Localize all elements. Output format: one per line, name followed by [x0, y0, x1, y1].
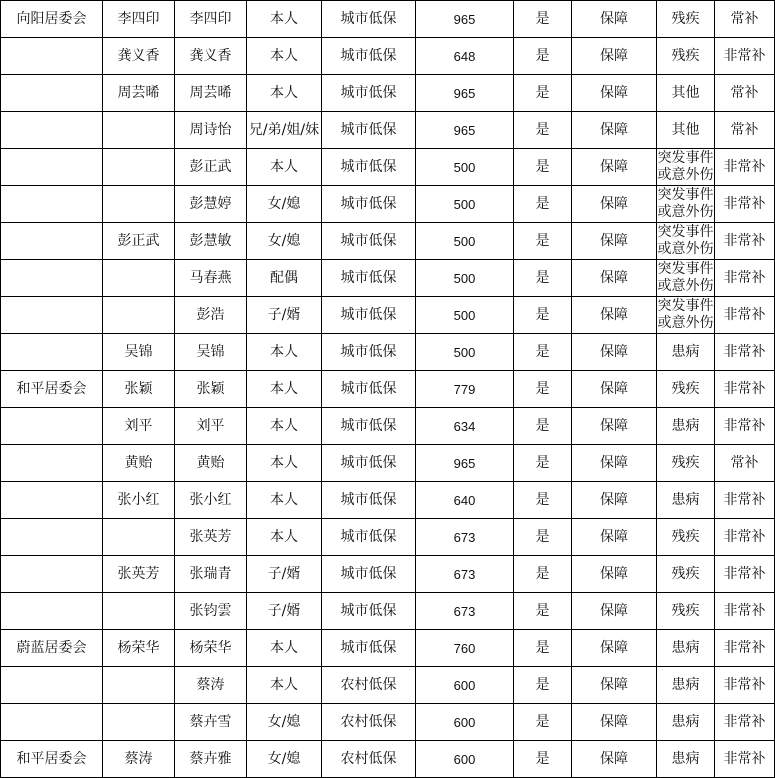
cell-flag[interactable]: 是 — [514, 223, 572, 260]
cell-relation[interactable]: 女/媳 — [247, 704, 322, 741]
cell-committee[interactable] — [1, 519, 103, 556]
cell-reason[interactable]: 其他 — [657, 75, 715, 112]
cell-household-head[interactable] — [103, 704, 175, 741]
cell-household-head[interactable] — [103, 667, 175, 704]
cell-assistance-type[interactable]: 城市低保 — [322, 149, 416, 186]
cell-amount[interactable]: 965 — [416, 75, 514, 112]
cell-subsidy[interactable]: 非常补 — [715, 741, 775, 778]
cell-amount[interactable]: 673 — [416, 519, 514, 556]
cell-category[interactable]: 保障 — [572, 593, 657, 630]
cell-subsidy[interactable]: 常补 — [715, 75, 775, 112]
cell-assistance-type[interactable]: 城市低保 — [322, 260, 416, 297]
cell-category[interactable]: 保障 — [572, 334, 657, 371]
table-row — [1, 741, 775, 778]
cell-category[interactable]: 保障 — [572, 297, 657, 334]
cell-assistance-type[interactable]: 城市低保 — [322, 630, 416, 667]
cell-category[interactable]: 保障 — [572, 371, 657, 408]
cell-reason[interactable]: 患病 — [657, 482, 715, 519]
cell-category[interactable]: 保障 — [572, 519, 657, 556]
cell-assistance-type[interactable]: 农村低保 — [322, 667, 416, 704]
cell-assistance-type[interactable]: 城市低保 — [322, 297, 416, 334]
cell-category[interactable]: 保障 — [572, 704, 657, 741]
cell-member-name[interactable]: 马春燕 — [175, 260, 247, 297]
table-row — [1, 223, 775, 260]
cell-flag[interactable]: 是 — [514, 630, 572, 667]
cell-amount[interactable]: 648 — [416, 38, 514, 75]
table-row — [1, 704, 775, 741]
cell-household-head[interactable]: 张颖 — [103, 371, 175, 408]
cell-amount[interactable]: 673 — [416, 593, 514, 630]
cell-subsidy[interactable]: 非常补 — [715, 519, 775, 556]
table-row — [1, 519, 775, 556]
cell-assistance-type[interactable]: 农村低保 — [322, 704, 416, 741]
cell-member-name[interactable]: 张小红 — [175, 482, 247, 519]
cell-subsidy[interactable]: 非常补 — [715, 223, 775, 260]
cell-flag[interactable]: 是 — [514, 667, 572, 704]
cell-committee[interactable] — [1, 260, 103, 297]
cell-amount[interactable]: 673 — [416, 556, 514, 593]
cell-subsidy[interactable]: 非常补 — [715, 593, 775, 630]
cell-reason[interactable]: 残疾 — [657, 371, 715, 408]
cell-reason[interactable]: 残疾 — [657, 445, 715, 482]
cell-assistance-type[interactable]: 城市低保 — [322, 593, 416, 630]
cell-member-name[interactable]: 杨荣华 — [175, 630, 247, 667]
cell-member-name[interactable]: 黄贻 — [175, 445, 247, 482]
cell-amount[interactable]: 600 — [416, 704, 514, 741]
cell-category[interactable]: 保障 — [572, 112, 657, 149]
cell-relation[interactable]: 本人 — [247, 445, 322, 482]
cell-category[interactable]: 保障 — [572, 75, 657, 112]
cell-committee[interactable] — [1, 186, 103, 223]
cell-subsidy[interactable]: 常补 — [715, 1, 775, 38]
cell-assistance-type[interactable]: 城市低保 — [322, 408, 416, 445]
cell-member-name[interactable]: 龚义香 — [175, 38, 247, 75]
cell-relation[interactable]: 本人 — [247, 371, 322, 408]
cell-household-head[interactable]: 张英芳 — [103, 556, 175, 593]
cell-relation[interactable]: 本人 — [247, 630, 322, 667]
cell-household-head[interactable]: 龚义香 — [103, 38, 175, 75]
table-row — [1, 667, 775, 704]
cell-member-name[interactable]: 彭慧敏 — [175, 223, 247, 260]
cell-amount[interactable]: 634 — [416, 408, 514, 445]
cell-subsidy[interactable]: 非常补 — [715, 630, 775, 667]
cell-subsidy[interactable]: 非常补 — [715, 334, 775, 371]
cell-amount[interactable]: 640 — [416, 482, 514, 519]
cell-flag[interactable]: 是 — [514, 408, 572, 445]
cell-amount[interactable]: 600 — [416, 741, 514, 778]
cell-flag[interactable]: 是 — [514, 445, 572, 482]
cell-category[interactable]: 保障 — [572, 223, 657, 260]
cell-category[interactable]: 保障 — [572, 741, 657, 778]
cell-relation[interactable]: 本人 — [247, 75, 322, 112]
cell-amount[interactable]: 500 — [416, 186, 514, 223]
cell-relation[interactable]: 本人 — [247, 519, 322, 556]
cell-relation[interactable]: 本人 — [247, 667, 322, 704]
cell-flag[interactable]: 是 — [514, 38, 572, 75]
cell-member-name[interactable]: 张钧雲 — [175, 593, 247, 630]
cell-relation[interactable]: 女/媳 — [247, 741, 322, 778]
table-row — [1, 186, 775, 223]
cell-amount[interactable]: 779 — [416, 371, 514, 408]
cell-relation[interactable]: 本人 — [247, 38, 322, 75]
cell-flag[interactable]: 是 — [514, 482, 572, 519]
cell-subsidy[interactable]: 非常补 — [715, 556, 775, 593]
cell-assistance-type[interactable]: 城市低保 — [322, 445, 416, 482]
cell-assistance-type[interactable]: 城市低保 — [322, 519, 416, 556]
cell-reason[interactable]: 残疾 — [657, 1, 715, 38]
cell-reason[interactable]: 患病 — [657, 741, 715, 778]
cell-relation[interactable]: 女/媳 — [247, 223, 322, 260]
cell-relation[interactable]: 本人 — [247, 149, 322, 186]
cell-reason[interactable]: 患病 — [657, 334, 715, 371]
cell-member-name[interactable]: 彭慧婷 — [175, 186, 247, 223]
cell-member-name[interactable]: 张瑞青 — [175, 556, 247, 593]
cell-reason[interactable]: 患病 — [657, 667, 715, 704]
cell-assistance-type[interactable]: 城市低保 — [322, 75, 416, 112]
cell-committee[interactable]: 蔚蓝居委会 — [1, 630, 103, 667]
cell-reason[interactable]: 残疾 — [657, 38, 715, 75]
cell-household-head[interactable]: 张小红 — [103, 482, 175, 519]
table-row — [1, 75, 775, 112]
cell-committee[interactable] — [1, 408, 103, 445]
cell-committee[interactable]: 和平居委会 — [1, 741, 103, 778]
cell-relation[interactable]: 女/媳 — [247, 186, 322, 223]
table-row — [1, 1, 775, 38]
cell-member-name[interactable]: 李四印 — [175, 1, 247, 38]
cell-reason[interactable]: 患病 — [657, 630, 715, 667]
cell-committee[interactable] — [1, 704, 103, 741]
cell-committee[interactable]: 和平居委会 — [1, 371, 103, 408]
table-row — [1, 482, 775, 519]
cell-member-name[interactable]: 吴锦 — [175, 334, 247, 371]
cell-subsidy[interactable]: 非常补 — [715, 186, 775, 223]
cell-household-head[interactable]: 黄贻 — [103, 445, 175, 482]
table-row — [1, 38, 775, 75]
cell-subsidy[interactable]: 非常补 — [715, 667, 775, 704]
cell-member-name[interactable]: 蔡涛 — [175, 667, 247, 704]
cell-member-name[interactable]: 蔡卉雅 — [175, 741, 247, 778]
table-row — [1, 334, 775, 371]
cell-household-head[interactable] — [103, 149, 175, 186]
cell-assistance-type[interactable]: 城市低保 — [322, 38, 416, 75]
cell-committee[interactable] — [1, 38, 103, 75]
cell-amount[interactable]: 500 — [416, 260, 514, 297]
cell-amount[interactable]: 965 — [416, 445, 514, 482]
cell-amount[interactable]: 600 — [416, 667, 514, 704]
cell-subsidy[interactable]: 常补 — [715, 445, 775, 482]
cell-household-head[interactable] — [103, 260, 175, 297]
cell-committee[interactable] — [1, 556, 103, 593]
table-row — [1, 408, 775, 445]
cell-assistance-type[interactable]: 城市低保 — [322, 556, 416, 593]
cell-committee[interactable] — [1, 149, 103, 186]
cell-category[interactable]: 保障 — [572, 1, 657, 38]
cell-reason[interactable]: 突发事件或意外伤 — [657, 223, 715, 260]
cell-category[interactable]: 保障 — [572, 482, 657, 519]
cell-reason[interactable]: 突发事件或意外伤 — [657, 297, 715, 334]
cell-category[interactable]: 保障 — [572, 630, 657, 667]
cell-household-head[interactable]: 杨荣华 — [103, 630, 175, 667]
cell-committee[interactable] — [1, 593, 103, 630]
cell-category[interactable]: 保障 — [572, 667, 657, 704]
cell-amount[interactable]: 965 — [416, 112, 514, 149]
cell-flag[interactable]: 是 — [514, 519, 572, 556]
cell-amount[interactable]: 500 — [416, 334, 514, 371]
cell-household-head[interactable] — [103, 186, 175, 223]
cell-household-head[interactable] — [103, 112, 175, 149]
cell-assistance-type[interactable]: 城市低保 — [322, 1, 416, 38]
cell-relation[interactable]: 子/婿 — [247, 297, 322, 334]
cell-subsidy[interactable]: 非常补 — [715, 149, 775, 186]
cell-relation[interactable]: 本人 — [247, 408, 322, 445]
cell-flag[interactable]: 是 — [514, 371, 572, 408]
cell-assistance-type[interactable]: 城市低保 — [322, 334, 416, 371]
cell-reason[interactable]: 患病 — [657, 408, 715, 445]
cell-amount[interactable]: 500 — [416, 223, 514, 260]
cell-amount[interactable]: 965 — [416, 1, 514, 38]
cell-amount[interactable]: 760 — [416, 630, 514, 667]
cell-member-name[interactable]: 周诗怡 — [175, 112, 247, 149]
cell-relation[interactable]: 配偶 — [247, 260, 322, 297]
cell-flag[interactable]: 是 — [514, 186, 572, 223]
cell-reason[interactable]: 突发事件或意外伤 — [657, 260, 715, 297]
cell-relation[interactable]: 本人 — [247, 482, 322, 519]
cell-reason[interactable]: 突发事件或意外伤 — [657, 186, 715, 223]
cell-relation[interactable]: 子/婿 — [247, 593, 322, 630]
cell-flag[interactable]: 是 — [514, 593, 572, 630]
cell-amount[interactable]: 500 — [416, 149, 514, 186]
cell-subsidy[interactable]: 非常补 — [715, 482, 775, 519]
table-row — [1, 297, 775, 334]
cell-reason[interactable]: 其他 — [657, 112, 715, 149]
cell-category[interactable]: 保障 — [572, 556, 657, 593]
cell-relation[interactable]: 本人 — [247, 334, 322, 371]
cell-reason[interactable]: 患病 — [657, 704, 715, 741]
cell-category[interactable]: 保障 — [572, 408, 657, 445]
cell-household-head[interactable] — [103, 593, 175, 630]
cell-flag[interactable]: 是 — [514, 75, 572, 112]
cell-committee[interactable] — [1, 667, 103, 704]
table-row — [1, 630, 775, 667]
cell-flag[interactable]: 是 — [514, 1, 572, 38]
cell-household-head[interactable]: 彭正武 — [103, 223, 175, 260]
cell-category[interactable]: 保障 — [572, 445, 657, 482]
table-body — [1, 1, 775, 778]
cell-committee[interactable] — [1, 445, 103, 482]
table-row — [1, 593, 775, 630]
cell-category[interactable]: 保障 — [572, 260, 657, 297]
cell-flag[interactable]: 是 — [514, 741, 572, 778]
cell-relation[interactable]: 本人 — [247, 1, 322, 38]
cell-flag[interactable]: 是 — [514, 260, 572, 297]
cell-member-name[interactable]: 周芸晞 — [175, 75, 247, 112]
cell-assistance-type[interactable]: 城市低保 — [322, 223, 416, 260]
table-row — [1, 445, 775, 482]
cell-flag[interactable]: 是 — [514, 149, 572, 186]
cell-flag[interactable]: 是 — [514, 112, 572, 149]
cell-committee[interactable] — [1, 482, 103, 519]
cell-subsidy[interactable]: 常补 — [715, 112, 775, 149]
cell-amount[interactable]: 500 — [416, 297, 514, 334]
cell-reason[interactable]: 残疾 — [657, 519, 715, 556]
cell-household-head[interactable]: 李四印 — [103, 1, 175, 38]
cell-assistance-type[interactable]: 城市低保 — [322, 482, 416, 519]
cell-household-head[interactable]: 周芸晞 — [103, 75, 175, 112]
cell-subsidy[interactable]: 非常补 — [715, 704, 775, 741]
cell-assistance-type[interactable]: 农村低保 — [322, 741, 416, 778]
cell-flag[interactable]: 是 — [514, 556, 572, 593]
cell-subsidy[interactable]: 非常补 — [715, 408, 775, 445]
cell-committee[interactable] — [1, 297, 103, 334]
cell-member-name[interactable]: 彭浩 — [175, 297, 247, 334]
table-row — [1, 556, 775, 593]
cell-assistance-type[interactable]: 城市低保 — [322, 112, 416, 149]
table-row — [1, 149, 775, 186]
cell-flag[interactable]: 是 — [514, 297, 572, 334]
cell-assistance-type[interactable]: 城市低保 — [322, 371, 416, 408]
cell-member-name[interactable]: 刘平 — [175, 408, 247, 445]
cell-committee[interactable]: 向阳居委会 — [1, 1, 103, 38]
cell-household-head[interactable]: 刘平 — [103, 408, 175, 445]
cell-assistance-type[interactable]: 城市低保 — [322, 186, 416, 223]
cell-household-head[interactable]: 蔡涛 — [103, 741, 175, 778]
cell-member-name[interactable]: 彭正武 — [175, 149, 247, 186]
table-row — [1, 112, 775, 149]
cell-subsidy[interactable]: 非常补 — [715, 260, 775, 297]
cell-household-head[interactable]: 吴锦 — [103, 334, 175, 371]
cell-relation[interactable]: 子/婿 — [247, 556, 322, 593]
cell-committee[interactable] — [1, 223, 103, 260]
cell-subsidy[interactable]: 非常补 — [715, 371, 775, 408]
cell-subsidy[interactable]: 非常补 — [715, 38, 775, 75]
cell-committee[interactable] — [1, 112, 103, 149]
cell-subsidy[interactable]: 非常补 — [715, 297, 775, 334]
cell-member-name[interactable]: 张英芳 — [175, 519, 247, 556]
cell-reason[interactable]: 残疾 — [657, 593, 715, 630]
cell-member-name[interactable]: 蔡卉雪 — [175, 704, 247, 741]
cell-committee[interactable] — [1, 75, 103, 112]
cell-relation[interactable]: 兄/弟/姐/妹 — [247, 112, 322, 149]
cell-category[interactable]: 保障 — [572, 38, 657, 75]
cell-flag[interactable]: 是 — [514, 334, 572, 371]
cell-member-name[interactable]: 张颖 — [175, 371, 247, 408]
cell-committee[interactable] — [1, 334, 103, 371]
cell-reason[interactable]: 突发事件或意外伤 — [657, 149, 715, 186]
table-row — [1, 260, 775, 297]
cell-category[interactable]: 保障 — [572, 149, 657, 186]
cell-category[interactable]: 保障 — [572, 186, 657, 223]
cell-flag[interactable]: 是 — [514, 704, 572, 741]
cell-household-head[interactable] — [103, 297, 175, 334]
cell-reason[interactable]: 残疾 — [657, 556, 715, 593]
cell-household-head[interactable] — [103, 519, 175, 556]
table-row — [1, 371, 775, 408]
